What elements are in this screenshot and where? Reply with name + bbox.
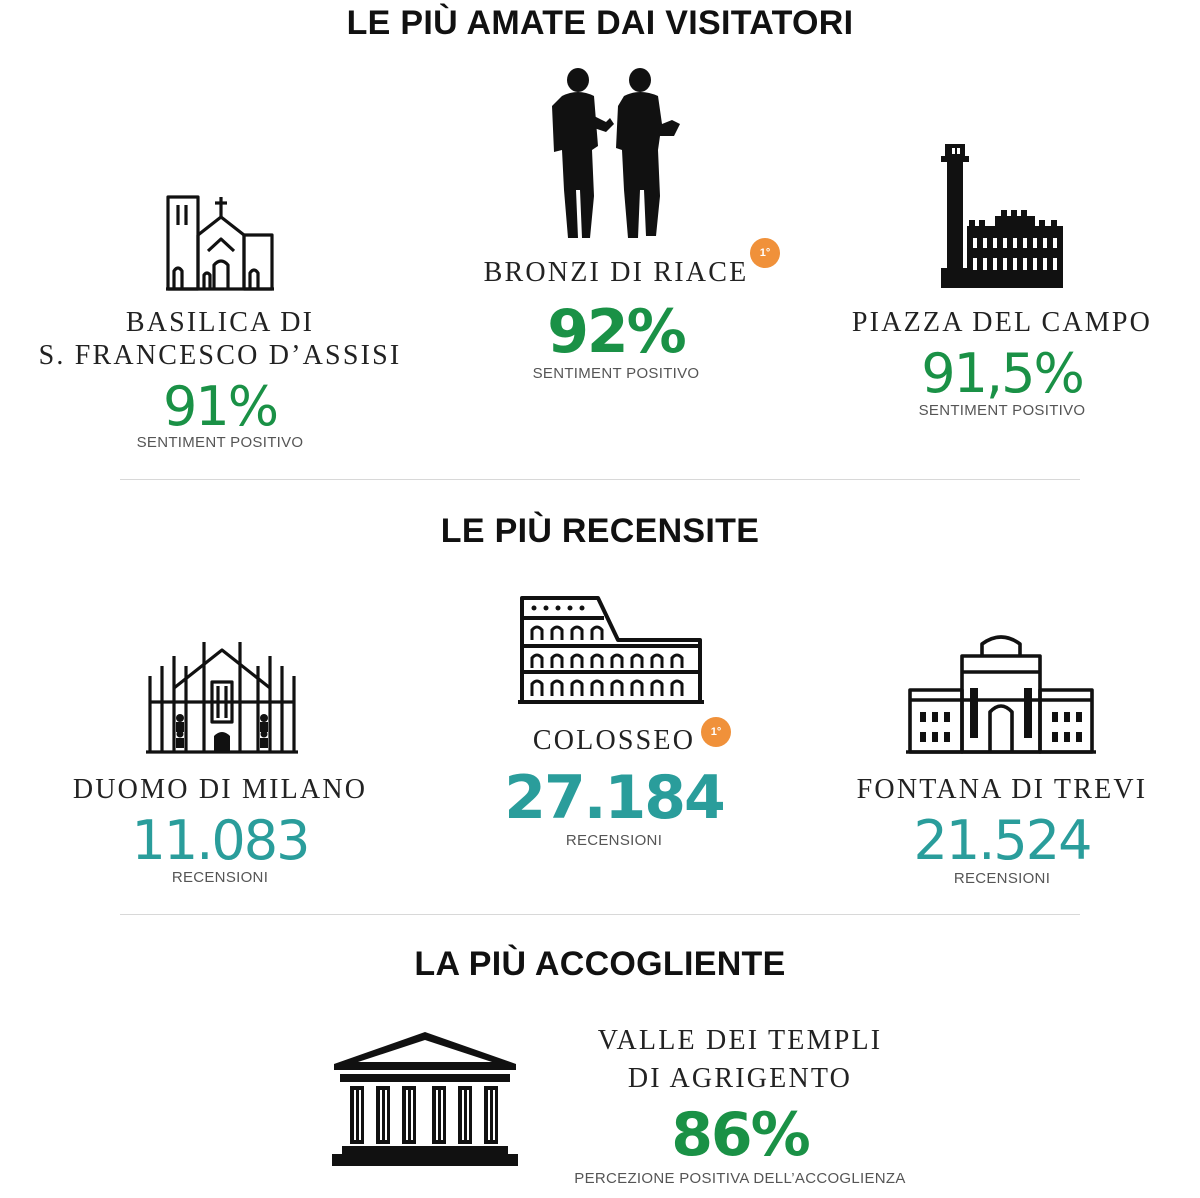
piazza-sentiment-value: 91,5%: [921, 342, 1083, 405]
section-title-reviewed: LE PIÙ RECENSITE: [440, 512, 760, 550]
duomo-reviews-label: RECENSIONI: [171, 869, 269, 886]
basilica-name-line2: S. FRANCESCO D’ASSISI: [38, 340, 402, 371]
valle-templi-label: PERCEZIONE POSITIVA DELL’ACCOGLIENZA: [574, 1170, 906, 1187]
colosseo-reviews-label: RECENSIONI: [565, 832, 663, 849]
piazza-name: PIAZZA DEL CAMPO: [851, 307, 1153, 338]
section-title-welcoming: LA PIÙ ACCOGLIENTE: [414, 945, 786, 983]
basilica-sentiment-value: 91%: [162, 375, 278, 438]
first-place-badge: 1°: [701, 717, 731, 747]
valle-templi-name-line2: DI AGRIGENTO: [627, 1063, 853, 1094]
trevi-reviews-label: RECENSIONI: [953, 870, 1051, 887]
first-place-badge: 1°: [750, 238, 780, 268]
section-divider: [120, 914, 1080, 915]
bronzi-name: BRONZI DI RIACE: [483, 257, 749, 288]
bronzi-sentiment-value: 92%: [547, 297, 685, 367]
basilica-icon: [164, 193, 276, 291]
basilica-sentiment-label: SENTIMENT POSITIVO: [136, 434, 304, 451]
colosseo-reviews-value: 27.184: [504, 763, 724, 833]
colosseo-name: COLOSSEO: [532, 725, 696, 756]
duomo-icon: [144, 636, 300, 756]
bronze-statues-icon: [548, 66, 688, 246]
colosseum-icon: [518, 594, 704, 708]
piazza-sentiment-label: SENTIMENT POSITIVO: [918, 402, 1086, 419]
duomo-name: DUOMO DI MILANO: [72, 774, 368, 805]
valle-templi-name-line1: VALLE DEI TEMPLI: [597, 1025, 883, 1056]
piazza-tower-icon: [939, 140, 1065, 290]
section-title-loved: LE PIÙ AMATE DAI VISITATORI: [346, 4, 854, 42]
valle-templi-value: 86%: [671, 1100, 809, 1170]
bronzi-sentiment-label: SENTIMENT POSITIVO: [532, 365, 700, 382]
trevi-reviews-value: 21.524: [913, 809, 1091, 872]
basilica-name-line1: BASILICA DI: [125, 307, 315, 338]
section-divider: [120, 479, 1080, 480]
trevi-name: FONTANA DI TREVI: [856, 774, 1148, 805]
duomo-reviews-value: 11.083: [131, 809, 309, 872]
temple-icon: [332, 1030, 518, 1168]
fountain-icon: [906, 632, 1096, 756]
